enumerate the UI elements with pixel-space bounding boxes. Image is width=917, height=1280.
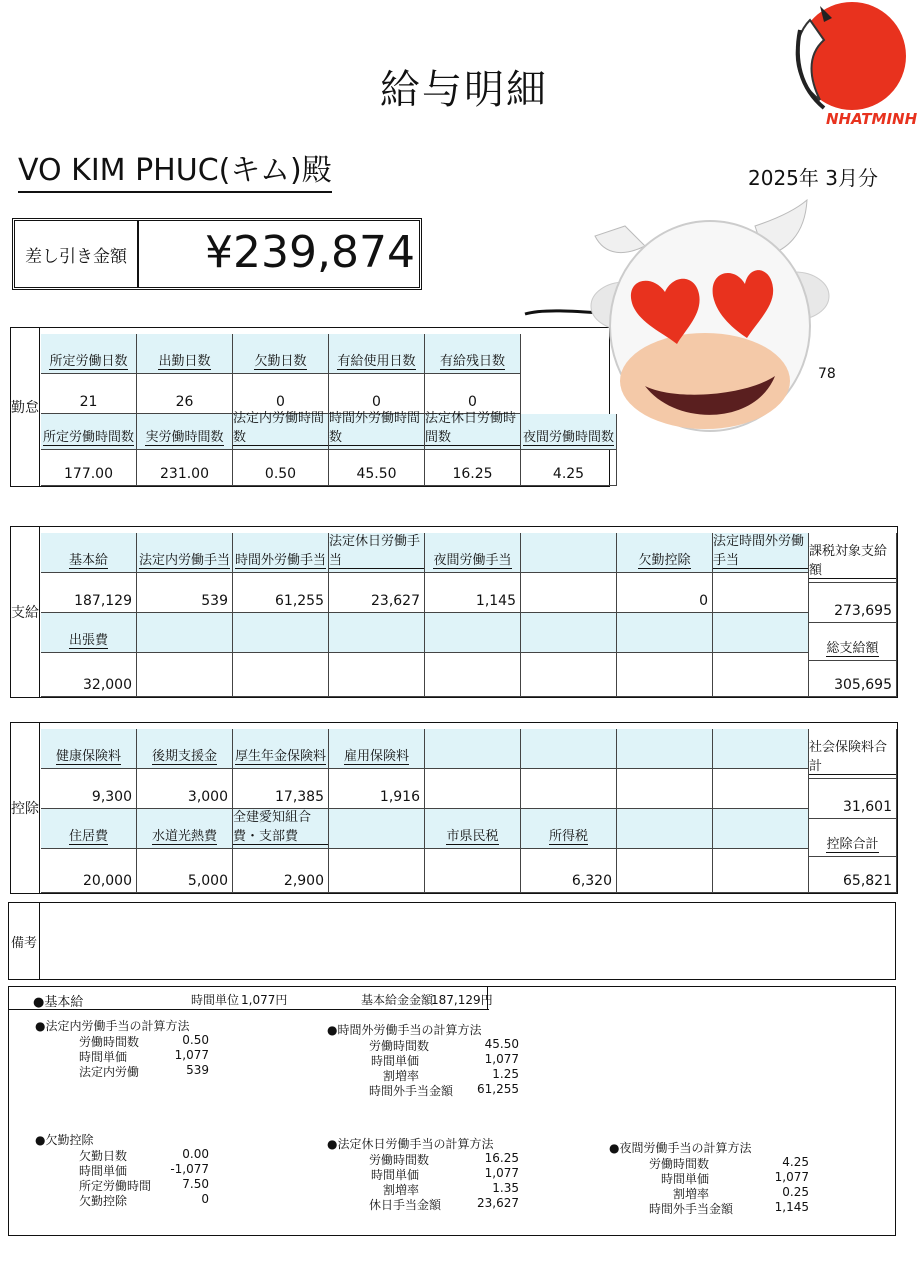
- absence-calc-label: 欠勤控除: [79, 1194, 128, 1208]
- overtime-calc-label: 労働時間数: [369, 1039, 430, 1053]
- attendance-header-cell: [233, 334, 329, 374]
- deductions-summary-label-text: 社会保険料合計: [809, 736, 896, 775]
- payments-section: [10, 526, 898, 698]
- deductions-value-cell-text: 17,385: [275, 789, 324, 805]
- deductions-value2-cell: [137, 849, 233, 893]
- deductions-summary-label: [809, 729, 897, 779]
- attendance-value-cell-text: 21: [79, 394, 98, 410]
- deductions-header-cell: [41, 729, 137, 769]
- deductions-header-cell-text: 厚生年金保険料: [235, 745, 326, 765]
- payments-header-cell: [41, 533, 137, 573]
- payments-header-cell: [713, 533, 809, 573]
- deductions-value2-cell: [233, 849, 329, 893]
- payments-header-cell: [425, 533, 521, 573]
- absence-calc-value: 0: [201, 1192, 209, 1206]
- attendance-hours-header-cell: [425, 411, 521, 450]
- attendance-hours-header-cell-text: 夜間労働時間数: [523, 426, 614, 446]
- attendance-header-cell-text: 有給残日数: [440, 350, 505, 370]
- calculation-details: [8, 986, 896, 1236]
- deductions-value2-cell: [41, 849, 137, 893]
- payments-value-cell: [41, 573, 137, 613]
- payments-value-cell: [425, 573, 521, 613]
- deductions-header-cell: [329, 729, 425, 769]
- statutory-calc-value: 1,077: [174, 1048, 209, 1062]
- payments-header2-cell: [41, 613, 137, 653]
- attendance-value-cell-text: 0: [372, 394, 381, 410]
- payments-total-label-text: 総支給額: [826, 637, 878, 657]
- deductions-value2-cell-text: 2,900: [283, 873, 324, 889]
- attendance-header-cell: [41, 334, 137, 374]
- payments-header-cell-text: 欠勤控除: [638, 549, 690, 569]
- base-pay-title: ●基本給: [33, 995, 84, 1010]
- deductions-header2-cell-text: 水道光熱費: [152, 825, 217, 845]
- payments-summary-value: [809, 583, 897, 623]
- logo-text: NHATMINH: [826, 110, 917, 128]
- attendance-hours-header-cell: [233, 411, 329, 450]
- payments-value2-cell: [617, 653, 713, 697]
- payments-value-cell: [233, 573, 329, 613]
- deductions-value-cell: [713, 769, 809, 809]
- attendance-section: [10, 327, 614, 487]
- attendance-hours-value-cell-text: 177.00: [64, 466, 113, 482]
- deductions-value-cell-text: 1,916: [379, 789, 420, 805]
- attendance-hours-value-cell-text: 4.25: [552, 466, 585, 482]
- attendance-hours-value-cell: [137, 450, 233, 486]
- absence-calc-label: 時間単価: [79, 1164, 128, 1178]
- deductions-header2-cell: [233, 809, 329, 849]
- deductions-value2-cell: [521, 849, 617, 893]
- deductions-value2-cell-text: 5,000: [187, 873, 228, 889]
- payments-value2-cell: [713, 653, 809, 697]
- attendance-value-cell-text: 0: [468, 394, 477, 410]
- payments-value-cell-text: 187,129: [74, 593, 132, 609]
- deductions-section: [10, 722, 898, 894]
- payments-side-label: 支給: [11, 527, 40, 697]
- cow-emoji-sticker: [585, 196, 835, 446]
- payments-header2-cell: [233, 613, 329, 653]
- base-pay-divider-v: [487, 987, 488, 1009]
- payments-value-cell: [617, 573, 713, 613]
- deductions-header-cell-text: 雇用保険料: [344, 745, 409, 765]
- night-calc-value: 0.25: [782, 1185, 809, 1199]
- holiday-calc-label: 割増率: [382, 1183, 419, 1197]
- payments-value2-cell: [41, 653, 137, 697]
- deductions-value-cell: [329, 769, 425, 809]
- payments-header-cell: [521, 533, 617, 573]
- payments-header2-cell: [329, 613, 425, 653]
- deductions-header2-cell-text: 全建愛知組合費・支部費: [233, 806, 328, 845]
- deductions-header2-cell-text: 所得税: [549, 825, 588, 845]
- statutory-calc-label: 時間単価: [79, 1050, 128, 1064]
- deductions-header2-cell: [617, 809, 713, 849]
- payments-header-cell-text: 法定内労働手当: [139, 549, 230, 569]
- payments-summary-label: [809, 533, 897, 583]
- payments-value2-cell-text: 32,000: [83, 677, 132, 693]
- holiday-calc-value: 1,077: [484, 1166, 519, 1180]
- attendance-hours-header-cell-text: 実労働時間数: [145, 426, 223, 446]
- night-calc-value: 1,145: [774, 1200, 809, 1214]
- deductions-header-cell-text: 健康保険料: [56, 745, 121, 765]
- absence-calc-value: 0.00: [182, 1147, 209, 1161]
- deductions-header-cell: [713, 729, 809, 769]
- overtime-calc-label: 割増率: [382, 1069, 419, 1083]
- holiday-calc-label: 休日手当金額: [369, 1198, 442, 1212]
- deductions-total-label-text: 控除合計: [826, 833, 878, 853]
- pay-period: 2025年 3月分: [748, 166, 878, 190]
- deductions-value-cell: [137, 769, 233, 809]
- base-pay-divider: [9, 1009, 489, 1010]
- payments-header-cell-text: 法定時間外労働手当: [713, 530, 808, 569]
- deductions-value2-cell: [425, 849, 521, 893]
- net-pay-box: [12, 218, 422, 290]
- attendance-value-cell: [137, 374, 233, 414]
- deductions-value-cell-text: 3,000: [187, 789, 228, 805]
- deductions-value2-cell-text: 6,320: [571, 873, 612, 889]
- attendance-header-cell-text: 出勤日数: [158, 350, 210, 370]
- payments-value2-cell: [329, 653, 425, 697]
- attendance-header-cell: [425, 334, 521, 374]
- deductions-header2-cell: [41, 809, 137, 849]
- deductions-header-cell: [137, 729, 233, 769]
- attendance-hours-value-cell: [41, 450, 137, 486]
- deductions-side-label: 控除: [11, 723, 40, 893]
- payments-value-cell-text: 0: [699, 593, 708, 609]
- deductions-header-cell: [233, 729, 329, 769]
- base-amount-label: 基本給金金額: [361, 993, 434, 1007]
- night-calc-label: 時間外手当金額: [649, 1202, 734, 1216]
- deductions-header-cell: [521, 729, 617, 769]
- absence-calc-label: 欠勤日数: [79, 1149, 128, 1163]
- attendance-hours-header-cell: [137, 414, 233, 450]
- payments-header2-cell: [617, 613, 713, 653]
- deductions-header-cell: [617, 729, 713, 769]
- payments-value-cell: [137, 573, 233, 613]
- deductions-value2-cell: [713, 849, 809, 893]
- deductions-total-value-text: 65,821: [843, 873, 892, 889]
- payments-header2-cell: [713, 613, 809, 653]
- deductions-total-label: [809, 819, 897, 857]
- deductions-total-value: [809, 857, 897, 893]
- payments-header2-cell: [137, 613, 233, 653]
- attendance-hours-header-cell-text: 法定内労働時間数: [233, 407, 328, 446]
- payments-value2-cell: [521, 653, 617, 697]
- statutory-calc-value: 539: [186, 1063, 209, 1077]
- attendance-hours-value-cell-text: 16.25: [452, 466, 493, 482]
- payments-value2-cell: [137, 653, 233, 697]
- absence-calc-value: -1,077: [170, 1162, 209, 1176]
- deductions-value-cell-text: 9,300: [91, 789, 132, 805]
- deductions-header2-cell: [425, 809, 521, 849]
- attendance-value-cell-text: 0: [276, 394, 285, 410]
- payments-value-cell-text: 539: [201, 593, 228, 609]
- attendance-header-cell-text: 欠勤日数: [254, 350, 306, 370]
- statutory-calc-label: 法定内労働: [79, 1065, 140, 1079]
- payments-header-cell-text: 法定休日労働手当: [329, 530, 424, 569]
- company-logo: [780, 0, 917, 132]
- deductions-header2-cell-text: 住居費: [69, 825, 108, 845]
- payments-value2-cell: [425, 653, 521, 697]
- attendance-hours-header-cell-text: 所定労働時間数: [43, 426, 134, 446]
- deductions-value2-cell: [329, 849, 425, 893]
- payments-value-cell-text: 1,145: [475, 593, 516, 609]
- deductions-header2-cell-text: 市県民税: [446, 825, 498, 845]
- overtime-calc-value: 61,255: [477, 1082, 519, 1096]
- attendance-side-label: 勤怠: [11, 328, 40, 486]
- night-calc-value: 1,077: [774, 1170, 809, 1184]
- deductions-header2-cell: [329, 809, 425, 849]
- net-pay-value: ¥239,874: [205, 227, 415, 278]
- attendance-hours-value-cell: [425, 450, 521, 486]
- night-calc-label: 労働時間数: [649, 1157, 710, 1171]
- payments-header-cell: [617, 533, 713, 573]
- payments-header-cell: [233, 533, 329, 573]
- attendance-hours-header-cell-text: 時間外労働時間数: [329, 407, 424, 446]
- payments-value-cell: [329, 573, 425, 613]
- remarks-box: [8, 902, 896, 980]
- payments-header2-cell: [521, 613, 617, 653]
- payments-value-cell-text: 23,627: [371, 593, 420, 609]
- payments-total-value: [809, 661, 897, 697]
- base-amount-value: 187,129円: [431, 993, 493, 1007]
- night-calc-value: 4.25: [782, 1155, 809, 1169]
- holiday-calc-value: 1.35: [492, 1181, 519, 1195]
- payments-header-cell-text: 基本給: [69, 549, 108, 569]
- overtime-calc-label: 時間外手当金額: [369, 1084, 454, 1098]
- partial-text: 78: [818, 366, 836, 382]
- night-calc-label: 時間単価: [660, 1172, 709, 1186]
- payments-header-cell-text: 夜間労働手当: [433, 549, 511, 569]
- remarks-label: 備考: [9, 903, 40, 979]
- attendance-hours-value-cell: [233, 450, 329, 486]
- attendance-hours-value-cell-text: 45.50: [356, 466, 397, 482]
- night-calc-title: ●夜間労働手当の計算方法: [609, 1141, 752, 1155]
- deductions-header2-cell: [521, 809, 617, 849]
- overtime-calc-title: ●時間外労働手当の計算方法: [327, 1023, 482, 1037]
- deductions-summary-value: [809, 779, 897, 819]
- net-pay-label: 差し引き金額: [15, 221, 139, 287]
- holiday-calc-title: ●法定休日労働手当の計算方法: [327, 1137, 494, 1151]
- overtime-calc-value: 1,077: [484, 1052, 519, 1066]
- hourly-unit-value: 1,077円: [241, 993, 288, 1007]
- holiday-calc-value: 16.25: [484, 1151, 519, 1165]
- payments-header-cell: [329, 533, 425, 573]
- attendance-header-cell: [137, 334, 233, 374]
- payments-value-cell-text: 61,255: [275, 593, 324, 609]
- holiday-calc-label: 労働時間数: [369, 1153, 430, 1167]
- deductions-value-cell: [425, 769, 521, 809]
- deductions-value-cell: [233, 769, 329, 809]
- attendance-hours-value-cell: [329, 450, 425, 486]
- attendance-hours-header-cell: [329, 411, 425, 450]
- payments-value-cell: [521, 573, 617, 613]
- deductions-header-cell-text: 後期支援金: [152, 745, 217, 765]
- payments-header-cell-text: 時間外労働手当: [235, 549, 326, 569]
- attendance-header-cell-text: 所定労働日数: [49, 350, 127, 370]
- holiday-calc-value: 23,627: [477, 1196, 519, 1210]
- payments-header-cell: [137, 533, 233, 573]
- statutory-calc-title: ●法定内労働手当の計算方法: [35, 1019, 190, 1033]
- attendance-header-cell: [329, 334, 425, 374]
- attendance-header-cell-text: 有給使用日数: [337, 350, 415, 370]
- deductions-header-cell: [425, 729, 521, 769]
- payments-value2-cell: [233, 653, 329, 697]
- absence-calc-title: ●欠勤控除: [35, 1133, 94, 1147]
- deductions-value2-cell-text: 20,000: [83, 873, 132, 889]
- attendance-hours-header-cell: [41, 414, 137, 450]
- absence-calc-label: 所定労働時間: [79, 1179, 152, 1193]
- statutory-calc-label: 労働時間数: [79, 1035, 140, 1049]
- payments-value-cell: [713, 573, 809, 613]
- payments-summary-value-text: 273,695: [834, 603, 892, 619]
- hourly-unit-label: 時間単位: [191, 993, 240, 1007]
- night-calc-label: 割増率: [672, 1187, 709, 1201]
- absence-calc-value: 7.50: [182, 1177, 209, 1191]
- payments-header2-cell: [425, 613, 521, 653]
- deductions-value2-cell: [617, 849, 713, 893]
- deductions-summary-value-text: 31,601: [843, 799, 892, 815]
- payments-summary-label-text: 課税対象支給額: [809, 540, 896, 579]
- deductions-header2-cell: [713, 809, 809, 849]
- attendance-hours-value-cell-text: 231.00: [160, 466, 209, 482]
- attendance-value-cell-text: 26: [175, 394, 194, 410]
- overtime-calc-label: 時間単価: [370, 1054, 419, 1068]
- overtime-calc-value: 45.50: [484, 1037, 519, 1051]
- deductions-header2-cell: [137, 809, 233, 849]
- payments-total-label: [809, 623, 897, 661]
- overtime-calc-value: 1.25: [492, 1067, 519, 1081]
- attendance-hours-value-cell: [521, 450, 617, 486]
- payments-header2-cell-text: 出張費: [69, 629, 108, 649]
- employee-name: VO KIM PHUC(キム)殿: [18, 145, 332, 193]
- attendance-hours-header-cell-text: 法定休日労働時間数: [425, 407, 520, 446]
- attendance-hours-value-cell-text: 0.50: [264, 466, 297, 482]
- page-title: 給与明細: [380, 67, 548, 113]
- statutory-calc-value: 0.50: [182, 1033, 209, 1047]
- deductions-value-cell: [41, 769, 137, 809]
- deductions-value-cell: [521, 769, 617, 809]
- payments-total-value-text: 305,695: [834, 677, 892, 693]
- attendance-value-cell: [41, 374, 137, 414]
- deductions-value-cell: [617, 769, 713, 809]
- holiday-calc-label: 時間単価: [370, 1168, 419, 1182]
